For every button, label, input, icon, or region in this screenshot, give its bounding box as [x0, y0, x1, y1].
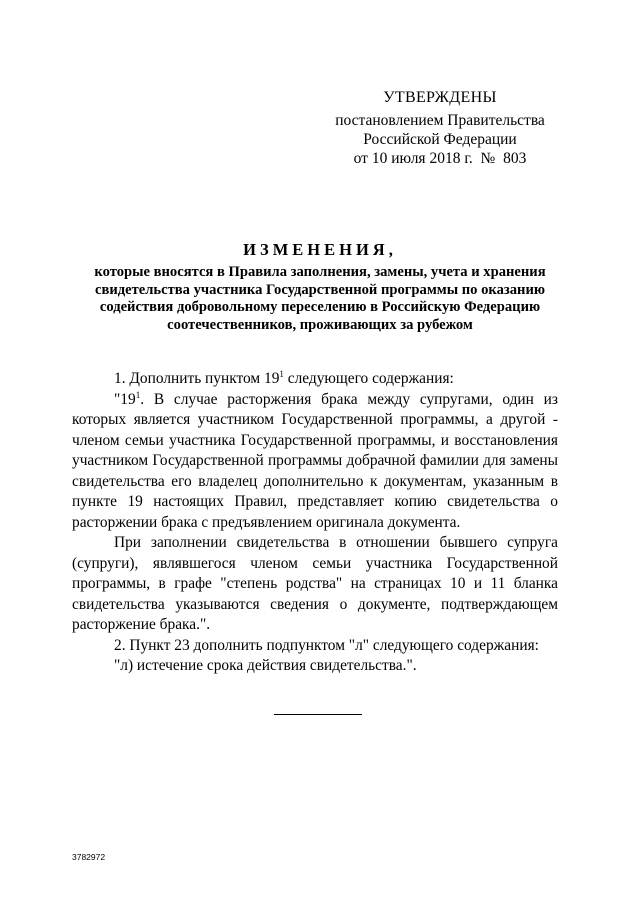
paragraph-5: "л) истечение срока действия свидетельства.".	[114, 657, 417, 674]
document-subtitle: которые вносятся в Правила заполнения, замены, учета и хранения свидетельства участника Государственной программы по оказанию содействия добровольному переселению в Российскую Федерацию соотечественников, проживающих за рубежом	[94, 264, 546, 333]
document-body	[72, 369, 558, 677]
paragraph-2-superscript: 1	[135, 389, 141, 400]
paragraph-1	[72, 369, 558, 390]
paragraph-1-tail: следующего содержания:	[283, 370, 454, 387]
paragraph-1-superscript: 1	[279, 368, 284, 379]
approval-line-2: Российской Федерации	[363, 131, 517, 148]
document-title: ИЗМЕНЕНИЯ,	[243, 240, 397, 259]
paragraph-2	[72, 390, 558, 534]
approval-heading: УТВЕРЖДЕНЫ	[383, 89, 497, 106]
approval-line-1: постановлением Правительства	[335, 112, 545, 129]
paragraph-1-text: 1. Дополнить пунктом 19	[114, 370, 280, 387]
paragraph-3: При заполнении свидетельства в отношении бывшего супруга (супруги), являвшегося членом семьи участника Государственной программы, в графе "степень родства" на страницах 10 и 11 бланка свидетельства указываются сведения о документе, подтверждающем расторжение брака.".	[72, 534, 558, 633]
separator-line	[274, 714, 362, 715]
document-code: 3782972	[72, 852, 106, 862]
paragraph-2-tail: . В случае расторжения брака между супругами, один из которых является участником Государственной программы, а другой - членом семьи участника Государственной программы, и восстановления участником Государственной программы добрачной фамилии для замены свидетельства его владелец дополнительно к документам, указанным в пункте 19 настоящих Правил, представляет копию свидетельства о расторжении брака с предъявлением оригинала документа.	[72, 390, 558, 531]
paragraph-4: 2. Пункт 23 дополнить подпунктом "л" следующего содержания:	[114, 636, 539, 654]
paragraph-2-text: "19	[114, 390, 136, 408]
approval-line-3: от 10 июля 2018 г. № 803	[353, 150, 527, 167]
approval-block	[330, 88, 550, 168]
